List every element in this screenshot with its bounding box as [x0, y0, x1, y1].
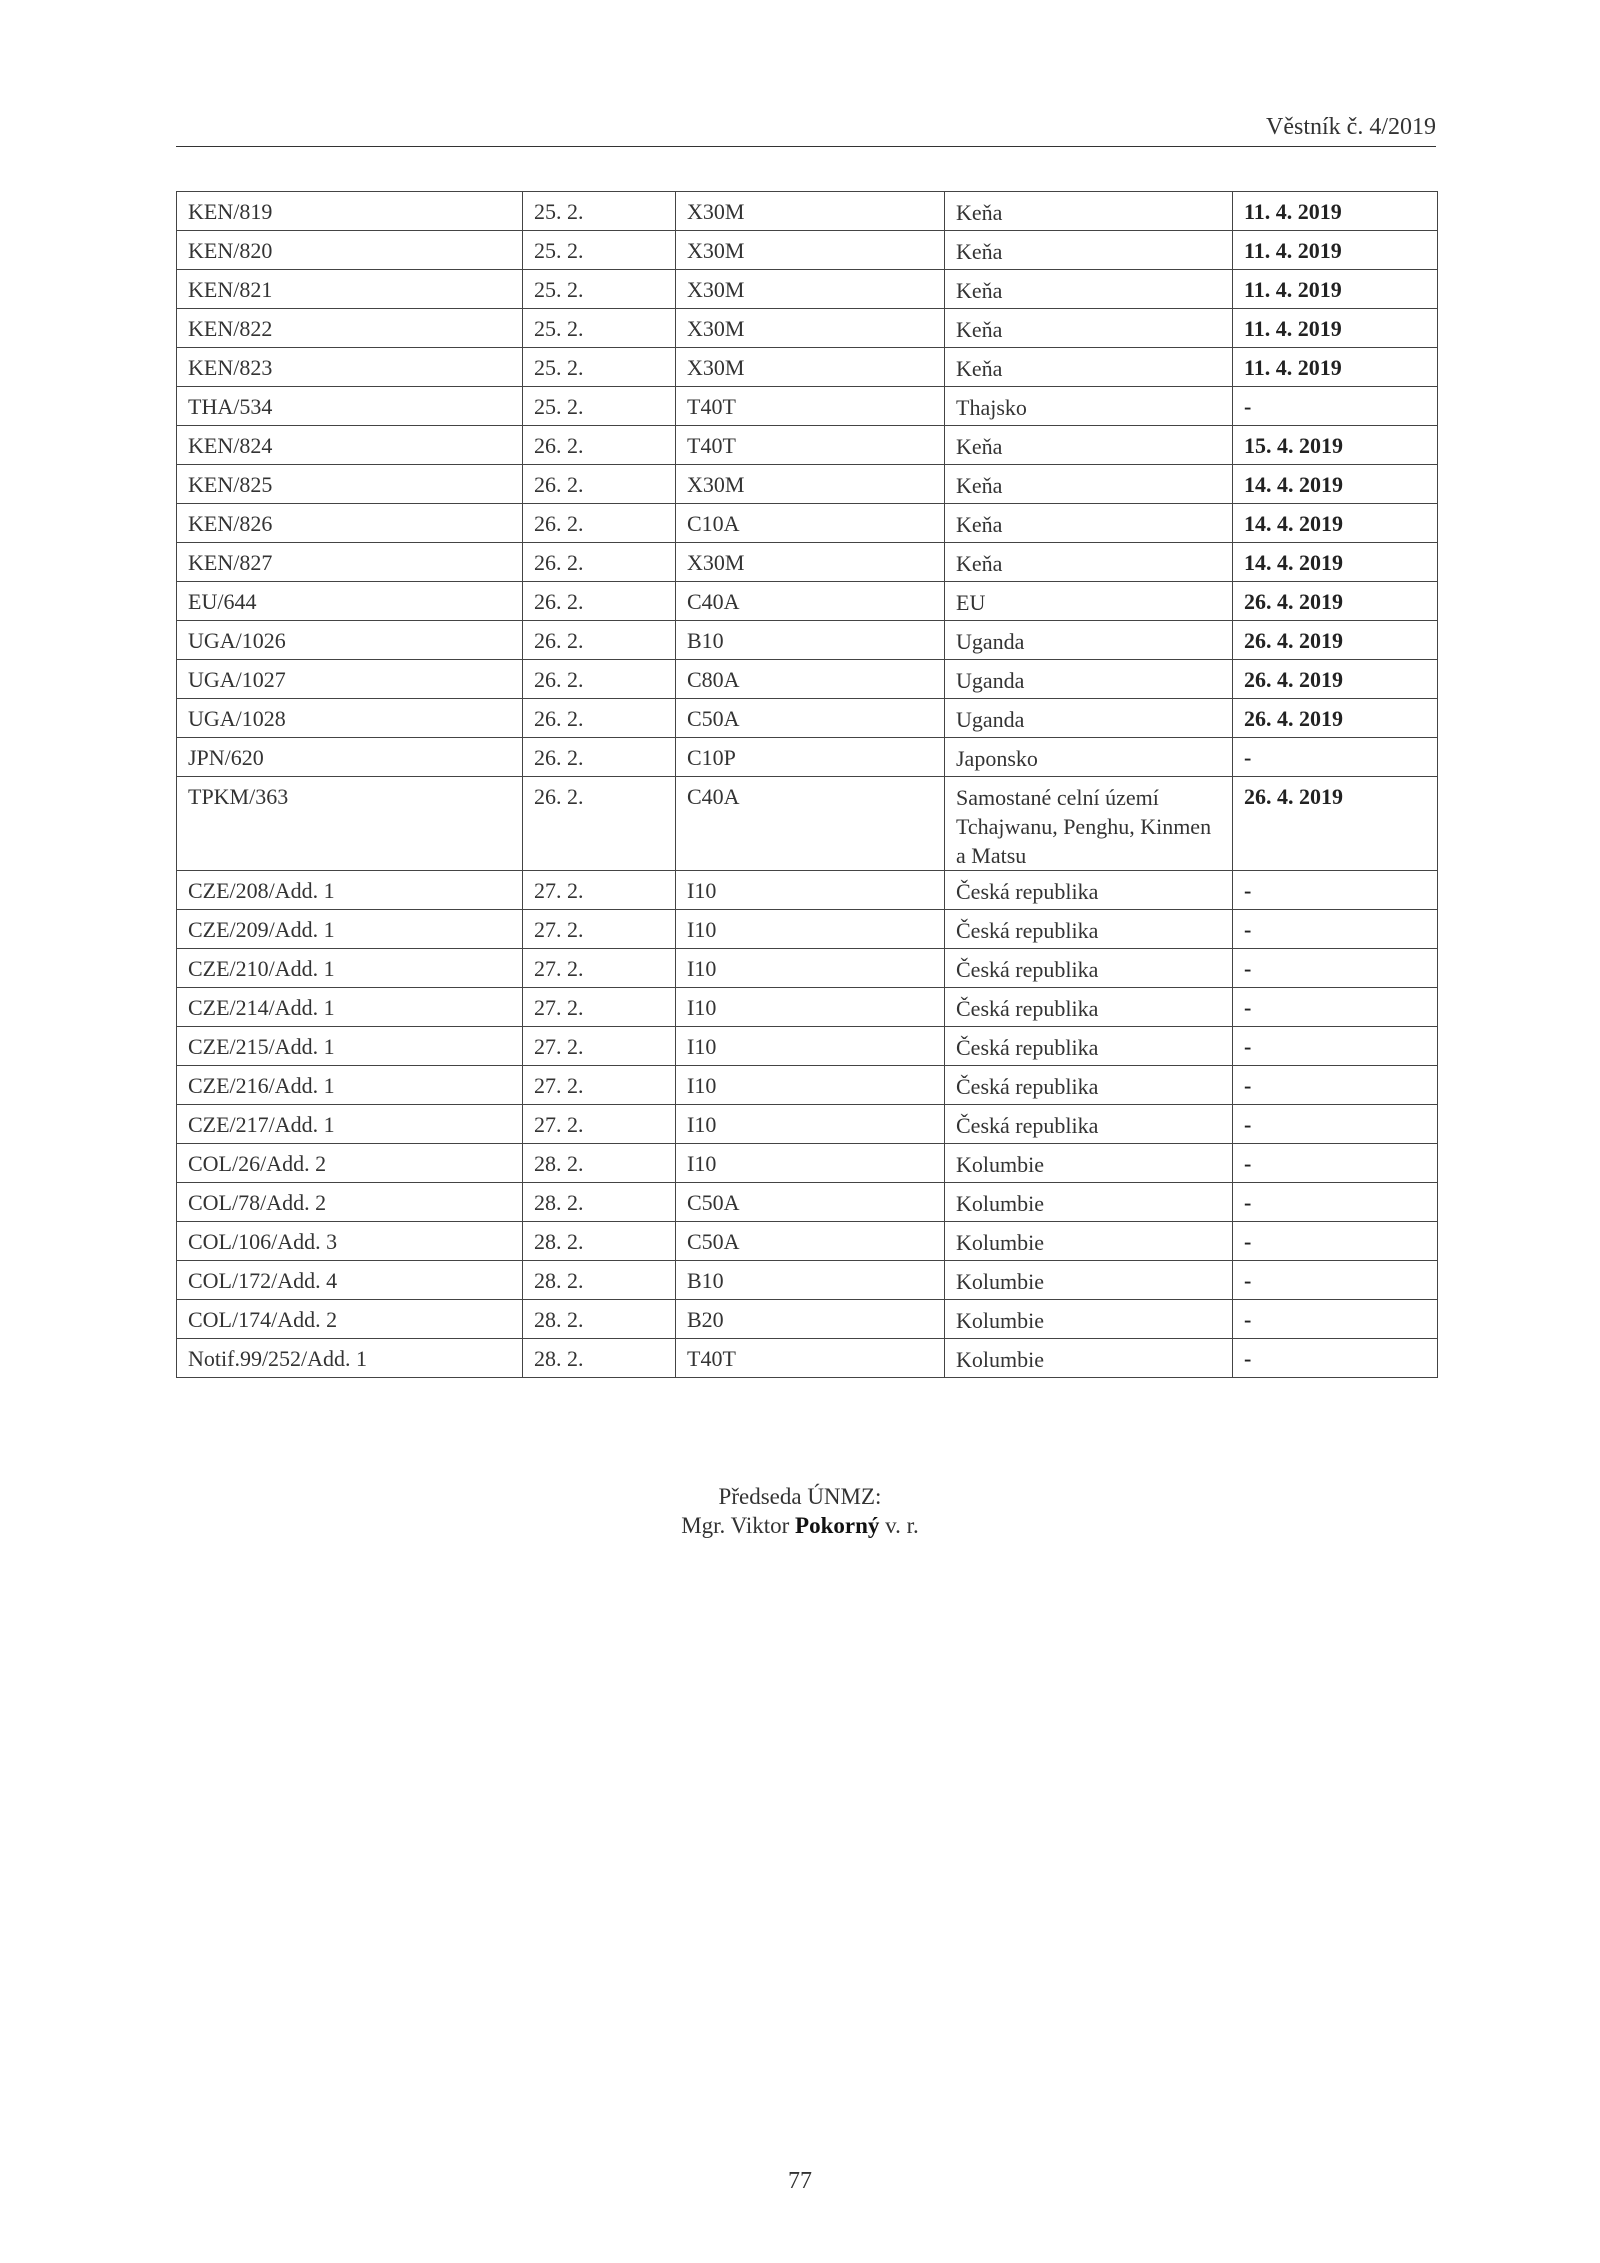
ics-code-cell: I10 — [676, 910, 945, 949]
notification-id-cell: CZE/209/Add. 1 — [177, 910, 523, 949]
country-cell: Kolumbie — [945, 1222, 1233, 1261]
table-row — [177, 777, 1438, 871]
notification-id-cell: KEN/824 — [177, 426, 523, 465]
date-received-cell: 25. 2. — [523, 192, 676, 231]
table-row — [177, 1105, 1438, 1144]
country-cell: EU — [945, 582, 1233, 621]
ics-code-cell: T40T — [676, 426, 945, 465]
date-received-cell: 27. 2. — [523, 871, 676, 910]
notification-id-cell: CZE/215/Add. 1 — [177, 1027, 523, 1066]
notification-id-cell: TPKM/363 — [177, 777, 523, 871]
deadline-cell: - — [1233, 949, 1438, 988]
deadline-cell: 26. 4. 2019 — [1233, 582, 1438, 621]
ics-code-cell: C50A — [676, 699, 945, 738]
signature-name-prefix: Mgr. Viktor — [681, 1513, 796, 1538]
country-cell: Kolumbie — [945, 1261, 1233, 1300]
date-received-cell: 25. 2. — [523, 387, 676, 426]
ics-code-cell: T40T — [676, 387, 945, 426]
deadline-cell: - — [1233, 1183, 1438, 1222]
notification-id-cell: EU/644 — [177, 582, 523, 621]
country-cell: Česká republika — [945, 1066, 1233, 1105]
notification-id-cell: CZE/208/Add. 1 — [177, 871, 523, 910]
ics-code-cell: C50A — [676, 1183, 945, 1222]
notification-id-cell: COL/106/Add. 3 — [177, 1222, 523, 1261]
country-cell: Česká republika — [945, 1105, 1233, 1144]
deadline-cell: 15. 4. 2019 — [1233, 426, 1438, 465]
ics-code-cell: X30M — [676, 465, 945, 504]
date-received-cell: 26. 2. — [523, 543, 676, 582]
deadline-cell: - — [1233, 1066, 1438, 1105]
notification-id-cell: THA/534 — [177, 387, 523, 426]
ics-code-cell: B20 — [676, 1300, 945, 1339]
deadline-cell: 26. 4. 2019 — [1233, 660, 1438, 699]
date-received-cell: 25. 2. — [523, 348, 676, 387]
signature-title: Předseda ÚNMZ: — [718, 1484, 882, 1509]
ics-code-cell: X30M — [676, 309, 945, 348]
deadline-cell: 26. 4. 2019 — [1233, 699, 1438, 738]
ics-code-cell: I10 — [676, 871, 945, 910]
table-row — [177, 231, 1438, 270]
country-cell: Keňa — [945, 231, 1233, 270]
country-cell: Uganda — [945, 699, 1233, 738]
date-received-cell: 25. 2. — [523, 270, 676, 309]
ics-code-cell: C40A — [676, 777, 945, 871]
date-received-cell: 27. 2. — [523, 1027, 676, 1066]
date-received-cell: 25. 2. — [523, 309, 676, 348]
signature-name-suffix: v. r. — [879, 1513, 919, 1538]
ics-code-cell: C40A — [676, 582, 945, 621]
deadline-cell: - — [1233, 1300, 1438, 1339]
notification-id-cell: UGA/1026 — [177, 621, 523, 660]
ics-code-cell: C50A — [676, 1222, 945, 1261]
deadline-cell: - — [1233, 387, 1438, 426]
ics-code-cell: I10 — [676, 1105, 945, 1144]
signature-surname: Pokorný — [795, 1513, 880, 1538]
notification-id-cell: Notif.99/252/Add. 1 — [177, 1339, 523, 1378]
country-cell: Uganda — [945, 621, 1233, 660]
page-number: 77 — [788, 2168, 812, 2194]
notifications-table — [176, 191, 1438, 1378]
date-received-cell: 27. 2. — [523, 1066, 676, 1105]
deadline-cell: - — [1233, 871, 1438, 910]
date-received-cell: 28. 2. — [523, 1261, 676, 1300]
country-cell: Keňa — [945, 465, 1233, 504]
deadline-cell: 14. 4. 2019 — [1233, 465, 1438, 504]
deadline-cell: 11. 4. 2019 — [1233, 231, 1438, 270]
country-cell: Keňa — [945, 504, 1233, 543]
country-cell: Keňa — [945, 270, 1233, 309]
table-row — [177, 738, 1438, 777]
table-row — [177, 426, 1438, 465]
notification-id-cell: KEN/826 — [177, 504, 523, 543]
notification-id-cell: KEN/825 — [177, 465, 523, 504]
deadline-cell: 14. 4. 2019 — [1233, 543, 1438, 582]
notification-id-cell: KEN/822 — [177, 309, 523, 348]
deadline-cell: - — [1233, 910, 1438, 949]
notification-id-cell: UGA/1028 — [177, 699, 523, 738]
deadline-cell: - — [1233, 1339, 1438, 1378]
signature-block — [0, 1482, 1600, 1540]
notification-id-cell: UGA/1027 — [177, 660, 523, 699]
notification-id-cell: CZE/217/Add. 1 — [177, 1105, 523, 1144]
country-cell: Keňa — [945, 309, 1233, 348]
table-row — [177, 309, 1438, 348]
notification-id-cell: JPN/620 — [177, 738, 523, 777]
table-row — [177, 1222, 1438, 1261]
date-received-cell: 26. 2. — [523, 582, 676, 621]
ics-code-cell: C10P — [676, 738, 945, 777]
country-cell: Česká republika — [945, 949, 1233, 988]
date-received-cell: 26. 2. — [523, 465, 676, 504]
table-row — [177, 387, 1438, 426]
ics-code-cell: X30M — [676, 270, 945, 309]
signature-name — [0, 1511, 1600, 1540]
date-received-cell: 28. 2. — [523, 1222, 676, 1261]
ics-code-cell: X30M — [676, 543, 945, 582]
deadline-cell: 14. 4. 2019 — [1233, 504, 1438, 543]
notification-id-cell: CZE/210/Add. 1 — [177, 949, 523, 988]
table-row — [177, 192, 1438, 231]
table-row — [177, 270, 1438, 309]
ics-code-cell: X30M — [676, 348, 945, 387]
notification-id-cell: COL/26/Add. 2 — [177, 1144, 523, 1183]
table-row — [177, 504, 1438, 543]
ics-code-cell: T40T — [676, 1339, 945, 1378]
deadline-cell: 26. 4. 2019 — [1233, 777, 1438, 871]
country-cell: Kolumbie — [945, 1183, 1233, 1222]
date-received-cell: 26. 2. — [523, 699, 676, 738]
notification-id-cell: COL/172/Add. 4 — [177, 1261, 523, 1300]
deadline-cell: 11. 4. 2019 — [1233, 309, 1438, 348]
table-row — [177, 465, 1438, 504]
ics-code-cell: B10 — [676, 621, 945, 660]
notification-id-cell: KEN/821 — [177, 270, 523, 309]
table-body — [177, 192, 1438, 1378]
deadline-cell: 11. 4. 2019 — [1233, 192, 1438, 231]
date-received-cell: 27. 2. — [523, 910, 676, 949]
country-cell: Keňa — [945, 348, 1233, 387]
date-received-cell: 27. 2. — [523, 988, 676, 1027]
deadline-cell: - — [1233, 1261, 1438, 1300]
country-cell: Kolumbie — [945, 1300, 1233, 1339]
ics-code-cell: I10 — [676, 1066, 945, 1105]
date-received-cell: 28. 2. — [523, 1339, 676, 1378]
notification-id-cell: KEN/820 — [177, 231, 523, 270]
ics-code-cell: I10 — [676, 949, 945, 988]
country-cell: Česká republika — [945, 988, 1233, 1027]
table-row — [177, 699, 1438, 738]
ics-code-cell: I10 — [676, 1027, 945, 1066]
date-received-cell: 26. 2. — [523, 504, 676, 543]
table-row — [177, 1339, 1438, 1378]
table-row — [177, 660, 1438, 699]
ics-code-cell: C10A — [676, 504, 945, 543]
deadline-cell: - — [1233, 1144, 1438, 1183]
date-received-cell: 26. 2. — [523, 738, 676, 777]
country-cell: Keňa — [945, 192, 1233, 231]
table-row — [177, 949, 1438, 988]
country-cell: Uganda — [945, 660, 1233, 699]
table-row — [177, 871, 1438, 910]
ics-code-cell: X30M — [676, 192, 945, 231]
notification-id-cell: COL/78/Add. 2 — [177, 1183, 523, 1222]
country-cell: Česká republika — [945, 910, 1233, 949]
country-cell: Kolumbie — [945, 1339, 1233, 1378]
table-row — [177, 1066, 1438, 1105]
notification-id-cell: CZE/216/Add. 1 — [177, 1066, 523, 1105]
table-row — [177, 988, 1438, 1027]
table-row — [177, 543, 1438, 582]
deadline-cell: 11. 4. 2019 — [1233, 270, 1438, 309]
notification-id-cell: KEN/819 — [177, 192, 523, 231]
ics-code-cell: B10 — [676, 1261, 945, 1300]
country-cell: Kolumbie — [945, 1144, 1233, 1183]
table-row — [177, 1183, 1438, 1222]
table-row — [177, 582, 1438, 621]
deadline-cell: 11. 4. 2019 — [1233, 348, 1438, 387]
ics-code-cell: I10 — [676, 988, 945, 1027]
country-cell: Thajsko — [945, 387, 1233, 426]
table-row — [177, 910, 1438, 949]
date-received-cell: 28. 2. — [523, 1144, 676, 1183]
date-received-cell: 26. 2. — [523, 777, 676, 871]
table-row — [177, 1261, 1438, 1300]
deadline-cell: - — [1233, 1027, 1438, 1066]
deadline-cell: - — [1233, 738, 1438, 777]
country-cell: Keňa — [945, 543, 1233, 582]
deadline-cell: 26. 4. 2019 — [1233, 621, 1438, 660]
ics-code-cell: C80A — [676, 660, 945, 699]
date-received-cell: 28. 2. — [523, 1183, 676, 1222]
table-row — [177, 1300, 1438, 1339]
deadline-cell: - — [1233, 1105, 1438, 1144]
notification-id-cell: CZE/214/Add. 1 — [177, 988, 523, 1027]
notification-id-cell: KEN/823 — [177, 348, 523, 387]
table-row — [177, 348, 1438, 387]
date-received-cell: 26. 2. — [523, 621, 676, 660]
date-received-cell: 25. 2. — [523, 231, 676, 270]
table-row — [177, 1027, 1438, 1066]
deadline-cell: - — [1233, 988, 1438, 1027]
country-cell: Japonsko — [945, 738, 1233, 777]
ics-code-cell: X30M — [676, 231, 945, 270]
date-received-cell: 28. 2. — [523, 1300, 676, 1339]
date-received-cell: 26. 2. — [523, 660, 676, 699]
ics-code-cell: I10 — [676, 1144, 945, 1183]
page-header — [176, 108, 1436, 147]
country-cell: Česká republika — [945, 871, 1233, 910]
deadline-cell: - — [1233, 1222, 1438, 1261]
date-received-cell: 27. 2. — [523, 1105, 676, 1144]
table-row — [177, 621, 1438, 660]
country-cell: Samostané celní území Tchajwanu, Penghu, Kinmen a Matsu — [945, 777, 1233, 871]
country-cell: Keňa — [945, 426, 1233, 465]
country-cell: Česká republika — [945, 1027, 1233, 1066]
table-row — [177, 1144, 1438, 1183]
date-received-cell: 26. 2. — [523, 426, 676, 465]
notification-id-cell: KEN/827 — [177, 543, 523, 582]
date-received-cell: 27. 2. — [523, 949, 676, 988]
notification-id-cell: COL/174/Add. 2 — [177, 1300, 523, 1339]
journal-issue-title: Věstník č. 4/2019 — [1266, 114, 1436, 140]
